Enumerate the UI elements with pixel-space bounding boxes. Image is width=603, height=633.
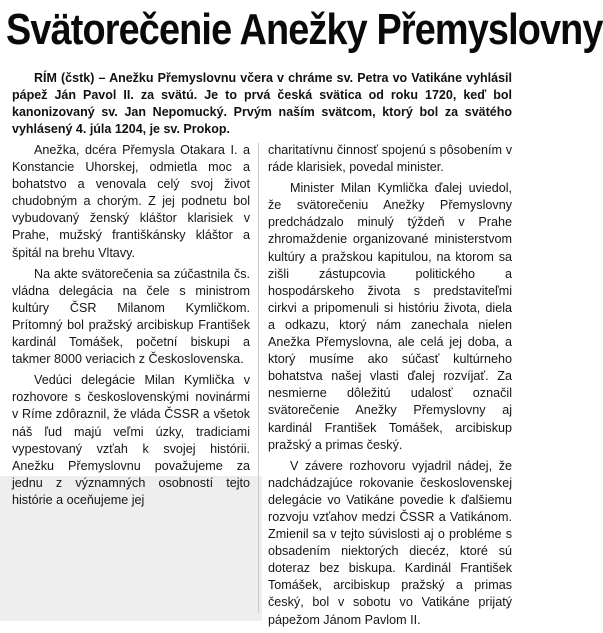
column-divider (258, 143, 259, 613)
paragraph: Minister Milan Kymlička ďalej uviedol, že svätorečeniu Anežky Přemyslovny predchádzalo minulý týždeň v Prahe zhromaždenie organizované ministerstvom kultúry a pražskou kapitulou, na ktorom sa zišli zástupcovia politického a hospodárskeho života s predstaviteľmi cirkvi a pripomenuli si históriu života, diela a odkazu, ktorý nám zanechala nielen Anežka Přemyslovna, ale celá jej doba, a ktorý musíme ako súčasť kultúrneho bohatstva našej vlasti ďalej rozvíjať. Za nesmierne dôležitú udalosť označil svätorečenie Anežky Přemyslovny aj kardinál František Tomášek, arcibiskup pražský a primas český. (268, 181, 512, 452)
paragraph: charitatívnu činnosť spojenú s pôsobením v ráde klarisiek, povedal minister. (268, 143, 512, 175)
right-column (268, 142, 512, 633)
left-column (12, 142, 250, 513)
article-lead (12, 70, 512, 138)
paragraph: Vedúci delegácie Milan Kymlička v rozhovore s československými novinármi v Ríme zdôraznil, že vláda ČSSR a všetok náš ľud majú veľmi úzky, tradiciami vypestovaný vzťah k svojej histórii. Anežku Přemyslovnu považujeme za jednu z významných osobností tejto histórie a oceňujeme jej (12, 373, 250, 507)
paragraph: V závere rozhovoru vyjadril nádej, že nadchádzajúce rokovanie československej delegácie vo Vatikáne povedie k ďalšiemu rozvoju vzťahov medzi ČSSR a Vatikánom. Zmienil sa v tejto súvislosti aj o probléme s obsadením niektorých diecéz, ktoré sú doteraz bez biskupa. Kardinál František Tomášek, arcibiskup pražský a primas český, bol v sobotu vo Vatikáne prijatý pápežom Jánom Pavlom II. (268, 458, 512, 627)
paragraph: Anežka, dcéra Přemysla Otakara I. a Konstancie Uhorskej, odmietla moc a bohatstvo a venovala celý svoj život chudobným a chorým. Z jej podnetu bol vybudovaný ženský kláštor klarisiek v Prahe, mužský františkánsky kláštor a špitál na brehu Vltavy. (12, 143, 250, 260)
article-title: Svätorečenie Anežky Přemyslovny (6, 5, 603, 54)
paragraph: Na akte svätorečenia sa zúčastnila čs. vládna delegácia na čele s ministrom kultúry ČSR Milanom Kymličkom. Prítomný bol pražský arcibiskup František kardinál Tomášek, početní biskupi a takmer 8000 veriacich z Československa. (12, 266, 250, 367)
lead-paragraph: RÍM (čstk) – Anežku Přemyslovnu včera v chráme sv. Petra vo Vatikáne vyhlásil pápež Ján Pavol II. za svätú. Je to prvá česká svätica od roku 1720, keď bol kanonizovaný sv. Jan Nepomucký. Prvým naším svätcom, ktorý bol za svätého vyhlásený 4. júla 1204, je sv. Prokop. (12, 71, 512, 136)
